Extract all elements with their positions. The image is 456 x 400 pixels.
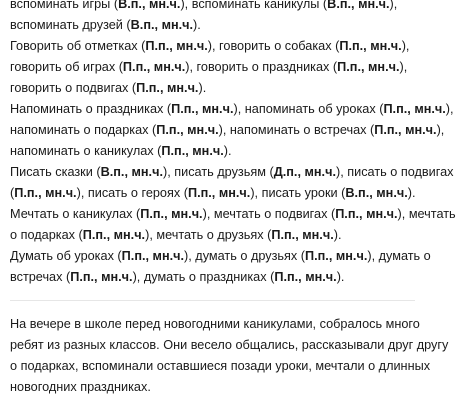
case-label: П.п., мн.ч. — [305, 249, 368, 263]
phrase-text: ), мечтать — [397, 207, 456, 221]
phrase-text: ), думать о друзьях ( — [184, 249, 305, 263]
case-label: П.п., мн.ч. — [161, 144, 224, 158]
phrase-text: ). — [407, 186, 416, 200]
phrase-line — [10, 183, 416, 204]
phrase-text: Думать об уроках ( — [10, 249, 122, 263]
phrase-text: Говорить об отметках ( — [10, 39, 146, 53]
phrase-text: вспоминать друзей ( — [10, 18, 131, 32]
case-label: П.п., мн.ч. — [374, 123, 437, 137]
phrase-text: ). — [223, 144, 232, 158]
phrase-text: ), напоминать о встречах ( — [218, 123, 375, 137]
phrase-text: ), говорить о собаках ( — [207, 39, 340, 53]
case-label: П.п., мн.ч. — [335, 207, 398, 221]
phrase-text: Писать сказки ( — [10, 165, 101, 179]
case-label: П.п., мн.ч. — [140, 207, 203, 221]
phrase-line — [10, 204, 456, 225]
case-label: В.п., мн.ч. — [327, 0, 390, 11]
phrase-text: ), думать о праздниках ( — [132, 270, 275, 284]
phrase-text: ). — [336, 270, 345, 284]
phrase-text: ), — [399, 60, 408, 74]
case-label: П.п., мн.ч. — [145, 39, 208, 53]
phrase-line — [10, 141, 232, 162]
phrase-text: напоминать о каникулах ( — [10, 144, 162, 158]
case-label: В.п., мн.ч. — [100, 165, 163, 179]
phrase-text: напоминать о подарках ( — [10, 123, 157, 137]
phrase-line — [10, 162, 454, 183]
phrase-text: ), писать о героях ( — [76, 186, 188, 200]
phrase-text: ), говорить о праздниках ( — [185, 60, 338, 74]
phrase-text: ). — [198, 81, 207, 95]
phrase-text: Напоминать о праздниках ( — [10, 102, 172, 116]
case-label: П.п., мн.ч. — [271, 228, 334, 242]
paragraph-line: новогодних праздниках. — [10, 380, 151, 394]
phrase-line — [10, 225, 342, 246]
phrase-text: вспоминать игры ( — [10, 0, 119, 11]
phrase-text: Мечтать о каникулах ( — [10, 207, 141, 221]
paragraph-line: о подарках, вспоминали оставшиеся позади уроки, мечтали о длинных — [10, 359, 431, 373]
phrase-text: ( — [10, 186, 15, 200]
case-label: П.п., мн.ч. — [171, 102, 234, 116]
case-label: В.п., мн.ч. — [118, 0, 181, 11]
phrase-text: ), — [445, 102, 454, 116]
phrase-text: ), писать уроки ( — [250, 186, 346, 200]
phrase-line — [10, 0, 397, 15]
case-label: П.п., мн.ч. — [121, 249, 185, 263]
case-label: П.п., мн.ч. — [383, 102, 446, 116]
case-label: В.п., мн.ч. — [345, 186, 408, 200]
paragraph-line: На вечере в школе перед новогодними каникулами, собралось много — [10, 317, 420, 331]
case-label: П.п., мн.ч. — [82, 228, 146, 242]
case-label: П.п., мн.ч. — [337, 60, 400, 74]
phrase-text: ), мечтать о подвигах ( — [202, 207, 336, 221]
phrase-line — [10, 57, 407, 78]
phrase-text: ), — [389, 0, 398, 11]
phrase-text: ), напоминать об уроках ( — [233, 102, 384, 116]
phrase-text: ). — [333, 228, 342, 242]
phrase-text: о подарках ( — [10, 228, 83, 242]
case-label: П.п., мн.ч. — [156, 123, 219, 137]
case-label: В.п., мн.ч. — [130, 18, 194, 32]
phrase-text: ), писать о подвигах — [335, 165, 454, 179]
case-label: П.п., мн.ч. — [14, 186, 77, 200]
phrase-line — [10, 99, 454, 120]
section-divider — [10, 300, 415, 301]
phrase-text: ). — [193, 18, 201, 32]
phrase-line — [10, 36, 409, 57]
phrase-text: ), писать друзьям ( — [162, 165, 274, 179]
phrase-text: ), мечтать о друзьях ( — [145, 228, 272, 242]
phrase-text: встречах ( — [10, 270, 71, 284]
case-label: П.п., мн.ч. — [187, 186, 251, 200]
phrase-line — [10, 15, 201, 36]
phrase-text: ), думать о — [367, 249, 431, 263]
paragraph-line: ребят из разных классов. Они весело общались, рассказывали друг другу — [10, 338, 449, 352]
phrase-text: ), — [436, 123, 445, 137]
phrase-line — [10, 267, 344, 288]
phrase-text: ), вспоминать каникулы ( — [180, 0, 328, 11]
case-label: П.п., мн.ч. — [136, 81, 199, 95]
phrase-text: ), — [401, 39, 410, 53]
phrase-line — [10, 78, 206, 99]
case-label: П.п., мн.ч. — [274, 270, 337, 284]
case-label: П.п., мн.ч. — [70, 270, 133, 284]
case-label: Д.п., мн.ч. — [273, 165, 336, 179]
case-label: П.п., мн.ч. — [122, 60, 186, 74]
phrase-text: говорить о подвигах ( — [10, 81, 137, 95]
phrase-line — [10, 246, 431, 267]
case-label: П.п., мн.ч. — [339, 39, 402, 53]
phrase-text: говорить об играх ( — [10, 60, 123, 74]
phrase-line — [10, 120, 444, 141]
